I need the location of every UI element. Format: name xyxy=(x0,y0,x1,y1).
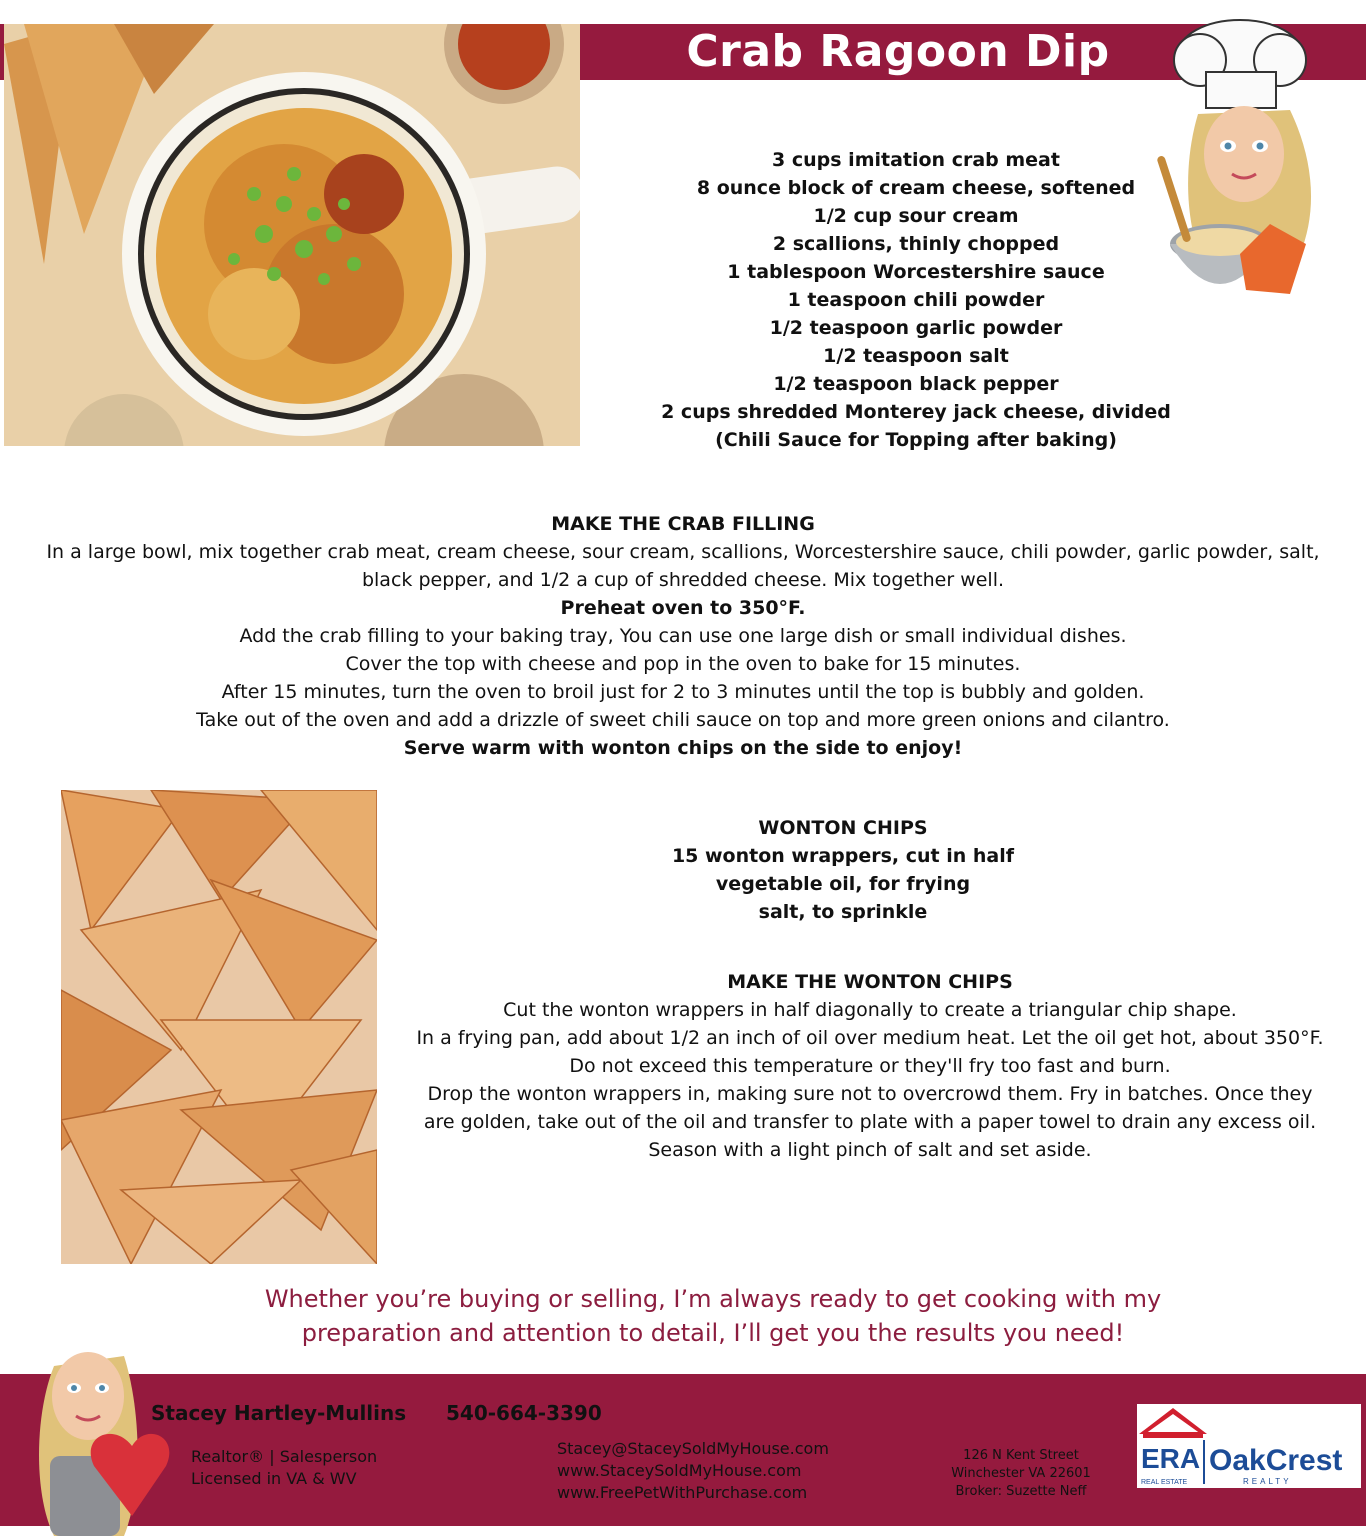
tagline-line-1: Whether you’re buying or selling, I’m always ready to get cooking with my xyxy=(264,1285,1162,1313)
step-drizzle: Take out of the oven and add a drizzle of sweet chili sauce on top and more green onions and cilantro. xyxy=(196,709,1170,731)
ingredient-item: 1/2 teaspoon salt xyxy=(823,345,1009,367)
crab-filling-instructions xyxy=(10,510,1356,762)
make-chips-line: Season with a light pinch of salt and set aside. xyxy=(648,1139,1092,1161)
address-city: Winchester VA 22601 xyxy=(951,1466,1091,1481)
wonton-chips-ingredients xyxy=(560,814,1126,926)
ingredient-list xyxy=(600,146,1232,454)
page-title: Crab Ragoon Dip xyxy=(686,26,1110,77)
make-chips-line: are golden, take out of the oil and transfer to plate with a paper towel to drain any excess oil. xyxy=(423,1111,1317,1133)
website-link-1[interactable]: www.StaceySoldMyHouse.com xyxy=(557,1461,802,1480)
ingredient-item: 1/2 cup sour cream xyxy=(813,205,1019,227)
make-chips-line: Do not exceed this temperature or they'll fry too fast and burn. xyxy=(569,1055,1171,1077)
make-chips-line: Cut the wonton wrappers in half diagonally to create a triangular chip shape. xyxy=(503,999,1237,1021)
step-cover: Cover the top with cheese and pop in the oven to bake for 15 minutes. xyxy=(345,653,1021,675)
agent-avatar-with-heart xyxy=(14,1326,174,1536)
website-link-2[interactable]: www.FreePetWithPurchase.com xyxy=(557,1483,808,1502)
step-preheat: Preheat oven to 350°F. xyxy=(560,597,806,619)
crab-dip-photo xyxy=(4,24,580,446)
ingredient-item: 1/2 teaspoon black pepper xyxy=(773,373,1059,395)
email-link[interactable]: Stacey@StaceySoldMyHouse.com xyxy=(557,1439,829,1458)
ingredient-item: 1 teaspoon chili powder xyxy=(787,289,1045,311)
make-chips-heading: MAKE THE WONTON CHIPS xyxy=(727,971,1013,993)
step-mix-line-1: In a large bowl, mix together crab meat, cream cheese, sour cream, scallions, Worcestershire sauce, chili powder, garlic powder, salt, xyxy=(46,541,1320,563)
wonton-chips-item: vegetable oil, for frying xyxy=(715,873,971,895)
tagline-line-2: preparation and attention to detail, I’ll get you the results you need! xyxy=(301,1319,1125,1347)
logo-era-text: ERA xyxy=(1141,1443,1201,1474)
address-street: 126 N Kent Street xyxy=(963,1448,1079,1463)
crab-filling-heading: MAKE THE CRAB FILLING xyxy=(551,513,815,535)
office-address xyxy=(944,1447,1098,1501)
agent-phone[interactable]: 540-664-3390 xyxy=(446,1401,602,1425)
broker-name: Broker: Suzette Neff xyxy=(955,1484,1087,1499)
tagline xyxy=(160,1282,1266,1350)
make-chips-line: In a frying pan, add about 1/2 an inch of oil over medium heat. Let the oil get hot, about 350°F. xyxy=(416,1027,1324,1049)
wonton-chips-instructions xyxy=(392,968,1348,1164)
logo-era-sub: REAL ESTATE xyxy=(1141,1479,1188,1486)
wonton-chips-item: 15 wonton wrappers, cut in half xyxy=(671,845,1015,867)
era-oakcrest-logo xyxy=(1137,1404,1361,1488)
wonton-chips-heading: WONTON CHIPS xyxy=(758,817,928,839)
agent-license: Licensed in VA & WV xyxy=(191,1469,357,1488)
ingredient-item: 1/2 teaspoon garlic powder xyxy=(769,317,1063,339)
contact-links xyxy=(557,1438,829,1504)
step-add: Add the crab filling to your baking tray, You can use one large dish or small individual dishes. xyxy=(239,625,1127,647)
ingredient-item: 2 scallions, thinly chopped xyxy=(772,233,1060,255)
ingredient-item: (Chili Sauce for Topping after baking) xyxy=(715,429,1117,451)
ingredient-item: 2 cups shredded Monterey jack cheese, divided xyxy=(661,401,1171,423)
ingredient-item: 8 ounce block of cream cheese, softened xyxy=(696,177,1136,199)
logo-brand-sub: REALTY xyxy=(1243,1477,1292,1486)
step-serve: Serve warm with wonton chips on the side to enjoy! xyxy=(403,737,963,759)
agent-credentials xyxy=(191,1446,377,1490)
logo-brand-text: OakCrest xyxy=(1209,1444,1343,1477)
wonton-chips-photo xyxy=(61,790,377,1264)
ingredient-item: 1 tablespoon Worcestershire sauce xyxy=(727,261,1105,283)
make-chips-line: Drop the wonton wrappers in, making sure not to overcrowd them. Fry in batches. Once they xyxy=(427,1083,1313,1105)
wonton-chips-item: salt, to sprinkle xyxy=(758,901,928,923)
step-mix-line-2: black pepper, and 1/2 a cup of shredded cheese. Mix together well. xyxy=(361,569,1005,591)
step-broil: After 15 minutes, turn the oven to broil just for 2 to 3 minutes until the top is bubbly and golden. xyxy=(221,681,1145,703)
ingredient-item: 3 cups imitation crab meat xyxy=(772,149,1060,171)
agent-name: Stacey Hartley-Mullins xyxy=(151,1401,407,1425)
agent-role: Realtor® | Salesperson xyxy=(191,1447,378,1466)
